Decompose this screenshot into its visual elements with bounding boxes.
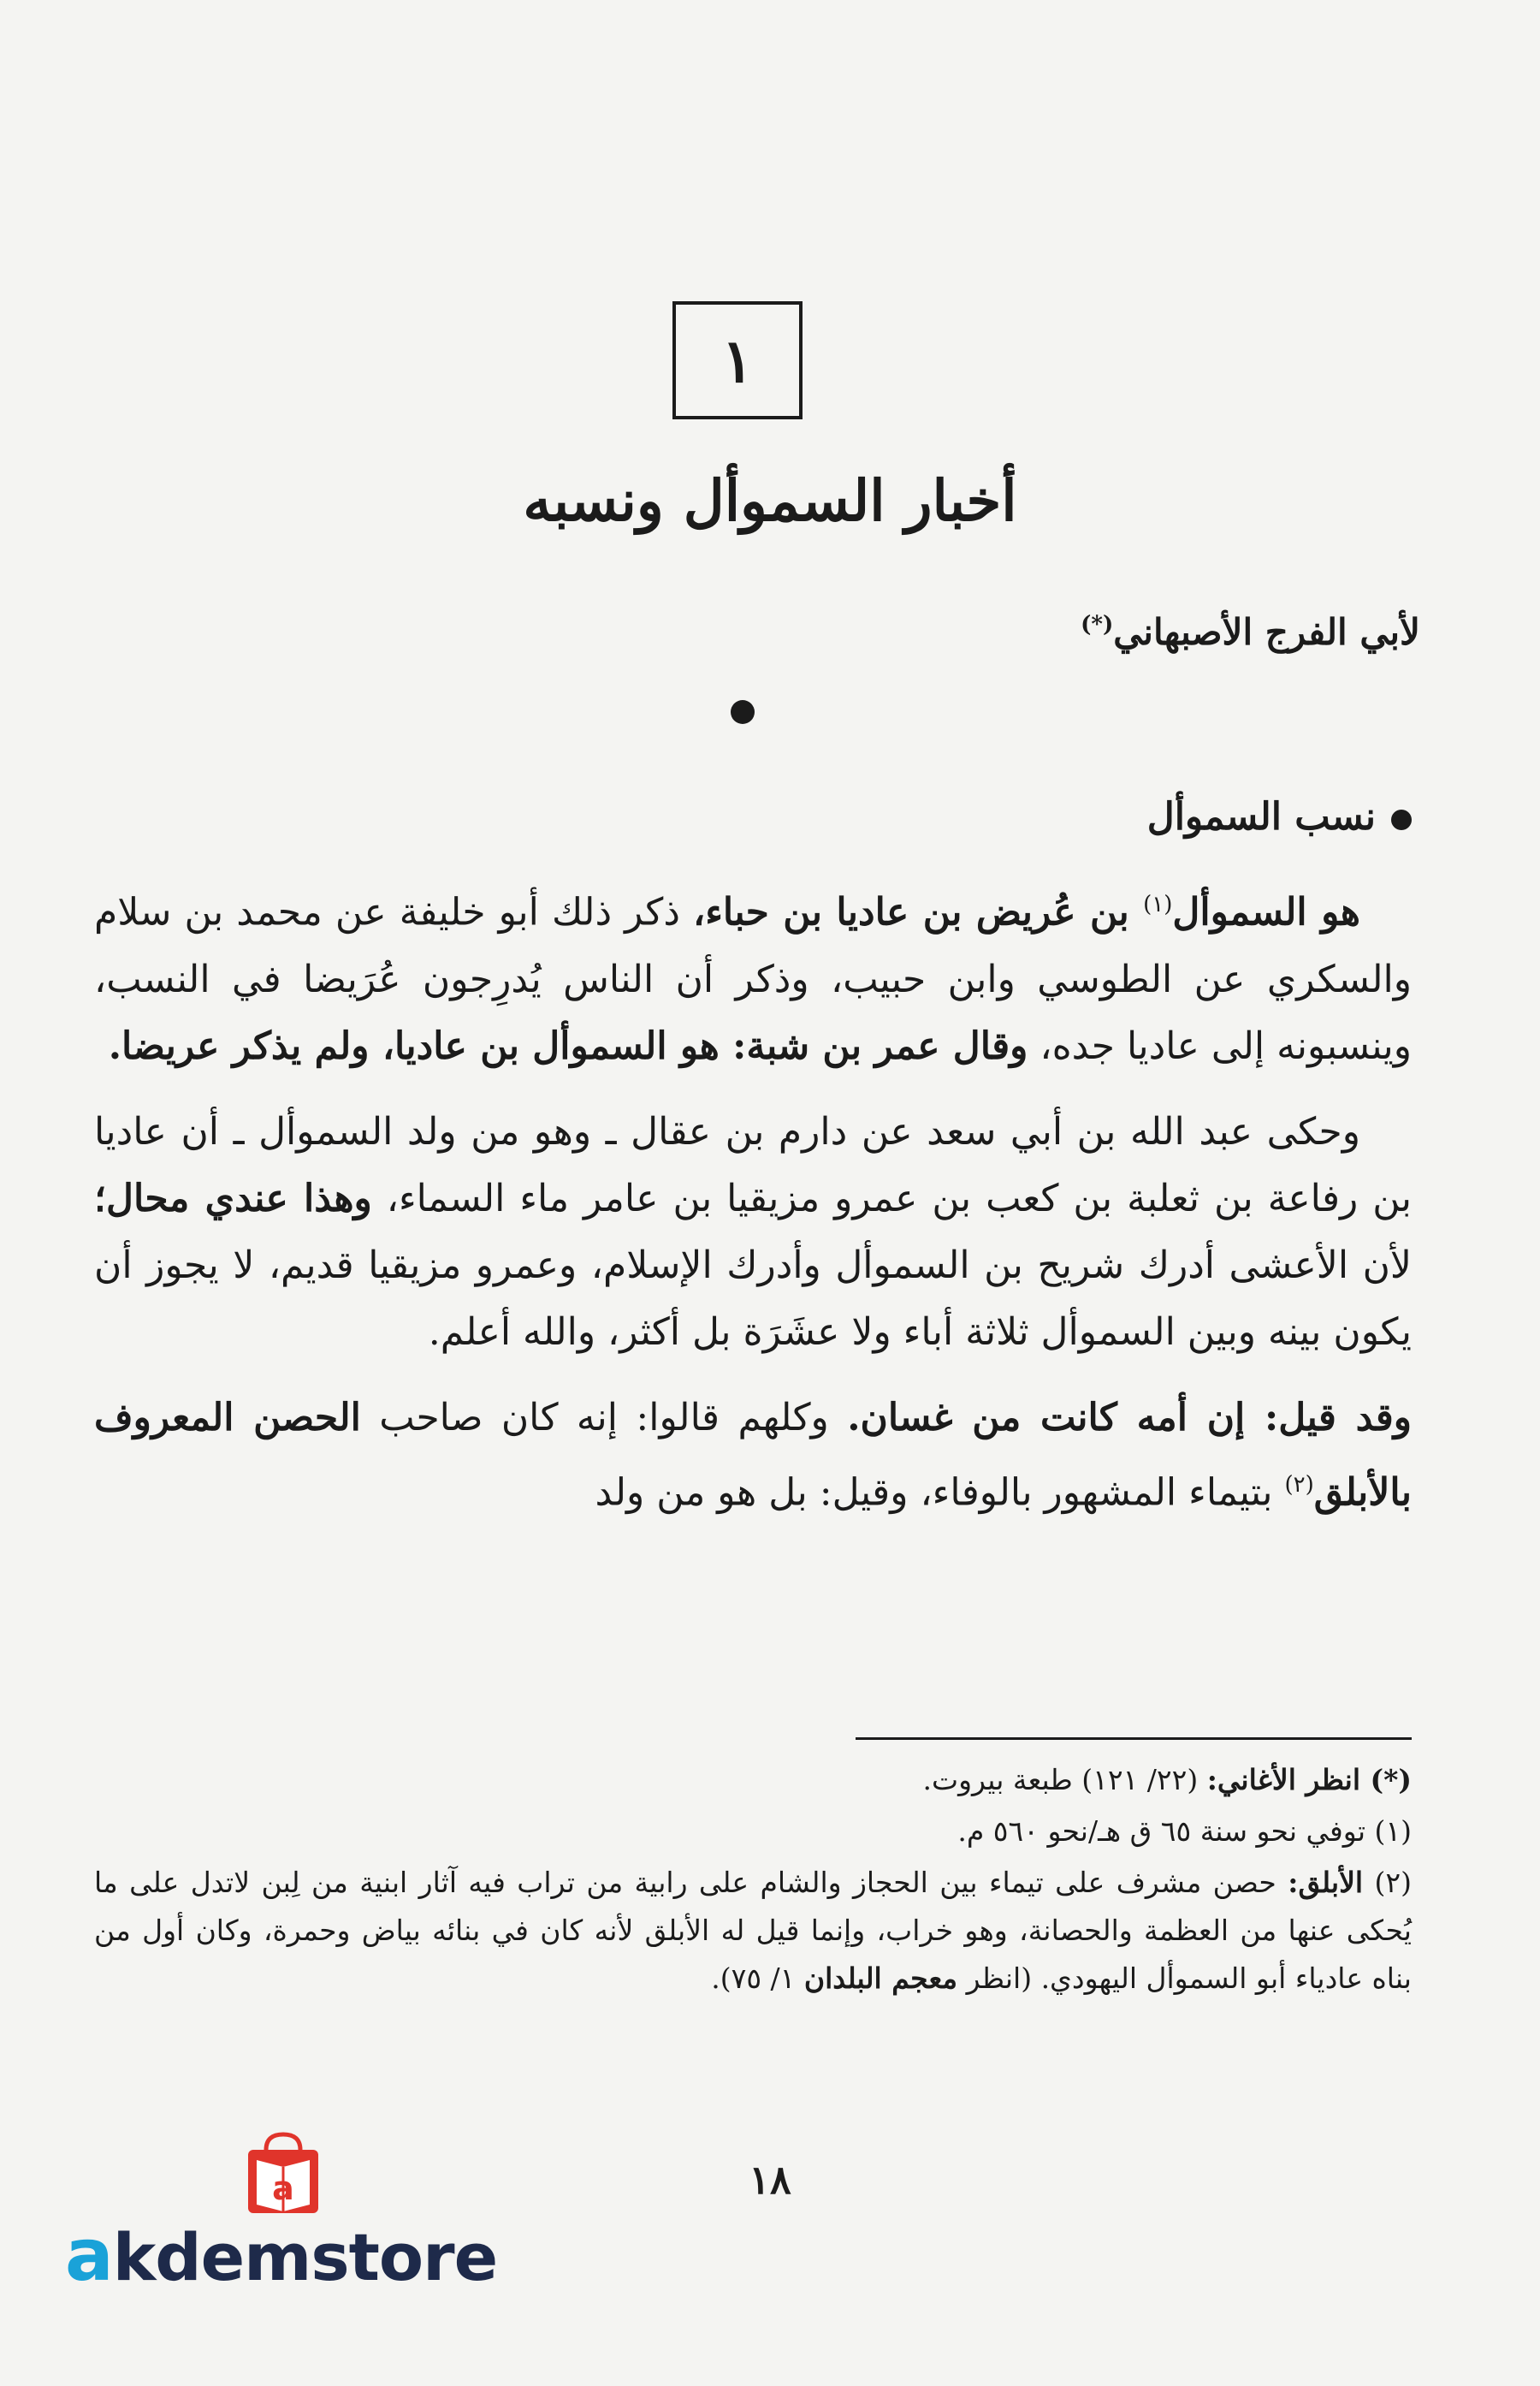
brand-name — [65, 2213, 510, 2297]
brand-accent-letter: a — [65, 2213, 113, 2297]
author-line — [975, 599, 1420, 658]
bullet-ornament-icon — [731, 700, 755, 724]
paragraph-2 — [94, 1099, 1412, 1366]
p3-bold-1: وقد قيل: إن أمه كانت من غسان. — [847, 1395, 1412, 1439]
footnote-star-text: (٢٢/ ١٢١) طبعة بيروت. — [922, 1763, 1207, 1796]
p3-text-1: وكلهم قالوا: إنه كان صاحب — [360, 1395, 848, 1439]
footnote-2-term: الأبلق: — [1288, 1866, 1364, 1899]
footnote-2-reference: معجم البلدان — [803, 1962, 958, 1995]
body-text — [94, 871, 1412, 1545]
footnote-star-bold: (*) انظر الأغاني: — [1206, 1763, 1412, 1796]
footnote-2-number: (٢) — [1363, 1866, 1412, 1899]
footnotes — [94, 1756, 1412, 2006]
footnote-2-text: حصن مشرف على تيماء بين الحجاز والشام على رابية من تراب فيه آثار ابنية من لِبن لاتدل على ما يُحكى عنها من العظمة والحصانة، وهو خراب، وإنما قيل له الأبلق لأنه كان في بنائه بياض وحمرة، وكان أول من بناه عادياء أبو السموأل اليهودي. (انظر — [94, 1866, 1412, 1995]
author-footnote-marker: (*) — [1081, 612, 1114, 638]
footnote-marker-2: (٢) — [1284, 1471, 1314, 1498]
author-name: لأبي الفرج الأصبهاني — [1113, 611, 1420, 653]
paragraph-3 — [94, 1385, 1412, 1527]
p1-bold-2: بن عُريض بن عاديا بن حباء، — [693, 890, 1144, 935]
bullet-icon — [1391, 810, 1412, 830]
p1-bold-3: وقال عمر بن شبة: هو السموأل بن عاديا، ولم يذكر عريضا. — [108, 1024, 1028, 1068]
chapter-number-box — [672, 301, 803, 419]
book-bag-icon — [236, 2131, 330, 2217]
chapter-number: ١ — [721, 324, 754, 396]
footnote-2 — [94, 1859, 1412, 2003]
chapter-title: أخبار السموأل ونسبه — [523, 467, 1017, 534]
p2-text-2: لأن الأعشى أدرك شريح بن السموأل وأدرك الإسلام، وعمرو مزيقيا قديم، لا يجوز أن يكون بينه وبين السموأل ثلاثة أباء ولا عشَرَة بل أكثر، والله أعلم. — [94, 1243, 1412, 1354]
footnote-star — [94, 1756, 1412, 1804]
p1-text: ذكر ذلك أبو خليفة عن محمد بن سلام والسكري عن الطوسي وابن حبيب، وذكر أن الناس يُدرِجون عُرَيضا في النسب، وينسبونه إلى عاديا جده، — [94, 890, 1412, 1068]
p1-bold-1: هو السموأل — [1172, 890, 1361, 935]
footnote-2-end: ١/ ٧٥). — [711, 1962, 804, 1995]
svg-text:a: a — [272, 2169, 294, 2207]
footnote-divider — [856, 1737, 1412, 1740]
p3-text-2: بتيماء المشهور بالوفاء، وقيل: بل هو من ولد — [595, 1470, 1285, 1515]
p2-bold: وهذا عندي محال؛ — [94, 1176, 372, 1220]
p2-text-1: وحكى عبد الله بن أبي سعد عن دارم بن عقال ـ وهو من ولد السموأل ـ أن عاديا بن رفاعة بن ثعلبة بن كعب بن عمرو مزيقيا بن عامر ماء السماء، — [94, 1109, 1412, 1220]
p3-bold-2: الحصن المعروف بالأبلق — [94, 1395, 1412, 1515]
section-heading — [992, 787, 1412, 847]
section-heading-text: نسب السموأل — [1146, 795, 1376, 839]
paragraph-1 — [94, 871, 1412, 1080]
akdemstore-watermark-logo — [65, 2131, 510, 2297]
brand-name-rest: kdemstore — [112, 2219, 498, 2295]
footnote-marker-1: (١) — [1143, 892, 1173, 917]
page-number: ١٨ — [749, 2157, 791, 2203]
footnote-1: (١) توفي نحو سنة ٦٥ ق هـ/نحو ٥٦٠ م. — [957, 1814, 1412, 1848]
